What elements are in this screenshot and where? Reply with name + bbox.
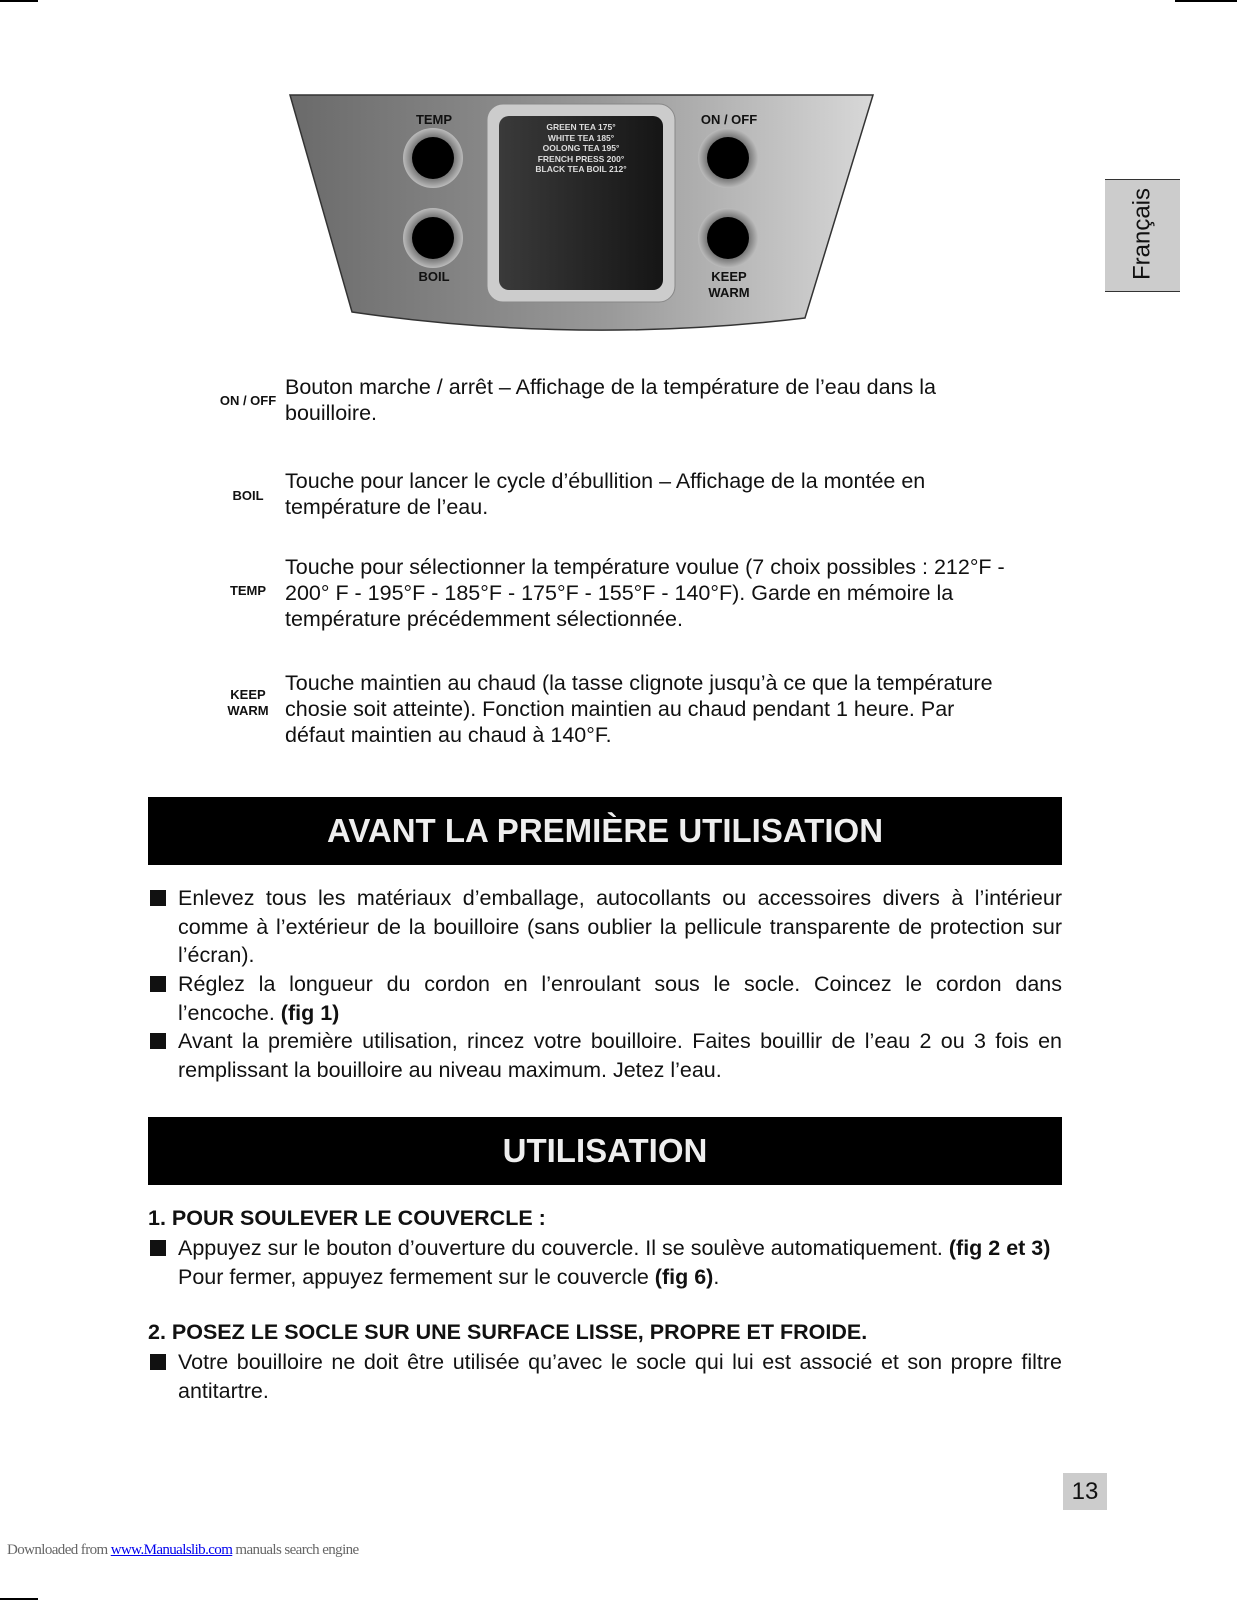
step-heading: 1. POUR SOULEVER LE COUVERCLE : [148,1206,546,1230]
display-line: GREEN TEA 175° [546,122,616,132]
language-tab-label: Français [1128,187,1156,281]
section-heading: AVANT LA PREMIÈRE UTILISATION [148,797,1062,865]
download-footer [7,1542,359,1559]
panel-keep-label: KEEP [711,269,747,284]
display-line: WHITE TEA 185° [547,132,615,143]
control-panel-illustration [0,0,1237,360]
bullet-text: Appuyez sur le bouton d’ouverture du couvercle. Il se soulève automatiquement. [178,1236,949,1260]
bullet-item [150,1348,1062,1405]
bullet-item [150,884,1062,970]
bullet-text: Votre bouilloire ne doit être utilisée qu’avec le socle qui lui est associé et son propre filtre antitartre. [178,1350,1062,1403]
on-off-button [698,128,758,188]
manualslib-link[interactable]: www.Manualslib.com [110,1542,233,1558]
display-line: OOLONG TEA 195° [542,143,620,154]
desc-text: Touche pour sélectionner la température voulue (7 choix possibles : 212°F - 200° F - 195°F - 185°F - 175°F - 155°F - 140°F). Garde en mémoire la température précédemment sélectionnée. [285,555,1005,631]
display-screen-text [505,122,657,175]
keep-warm-button [698,208,758,268]
desc-label: KEEP [230,687,266,702]
page-number: 13 [1063,1473,1107,1510]
fig-ref: (fig 1) [280,1000,340,1025]
panel-onoff-label: ON / OFF [700,112,758,127]
desc-text: Touche maintien au chaud (la tasse clignote jusqu’à ce que la température chosie soit atteinte). Fonction maintien au chaud pendant 1 heure. Par défaut maintien au chaud à 140°F. [285,671,993,747]
bullet-item [150,1027,1062,1084]
footer-text: manuals search engine [232,1542,359,1558]
boil-button [403,208,463,268]
desc-text: Bouton marche / arrêt – Affichage de la température de l’eau dans la bouilloire. [285,375,936,425]
bullet-text: Réglez la longueur du cordon en l’enroulant sous le socle. Coincez le cordon dans l’encoche. [178,972,1062,1025]
bullet-item [150,970,1062,1027]
bullet-text: Avant la première utilisation, rincez votre bouilloire. Faites bouillir de l’eau 2 ou 3 fois en remplissant la bouilloire au niveau maximum. Jetez l’eau. [178,1029,1062,1082]
panel-boil-label: BOIL [418,269,450,284]
panel-temp-label: TEMP [415,112,453,127]
display-line: BLACK TEA BOIL 212° [535,164,627,175]
desc-text: Touche pour lancer le cycle d’ébullition – Affichage de la montée en température de l’eau. [285,469,926,519]
footer-text: Downloaded from [7,1542,111,1558]
section-heading: UTILISATION [148,1117,1062,1185]
fig-ref: (fig 2 et 3) [948,1236,1051,1260]
desc-label: ON / OFF [219,393,277,408]
display-line: FRENCH PRESS 200° [537,153,625,164]
temp-button [403,128,463,188]
punct: . [713,1264,720,1289]
bullet-item [150,1234,1062,1291]
desc-label: TEMP [229,583,267,598]
bullet-text: Enlevez tous les matériaux d’emballage, autocollants ou accessoires divers à l’intérieur comme à l’extérieur de la bouilloire (sans oublier la pellicule transparente de protection sur l’écran). [178,886,1062,967]
desc-label: BOIL [232,488,264,503]
fig-ref: (fig 6) [654,1264,714,1289]
language-tab [1105,179,1180,292]
step-heading: 2. POSEZ LE SOCLE SUR UNE SURFACE LISSE, PROPRE ET FROIDE. [148,1320,868,1344]
desc-label: WARM [227,703,269,718]
bullet-text: Pour fermer, appuyez fermement sur le couvercle [178,1264,655,1289]
panel-warm-label: WARM [708,285,750,300]
